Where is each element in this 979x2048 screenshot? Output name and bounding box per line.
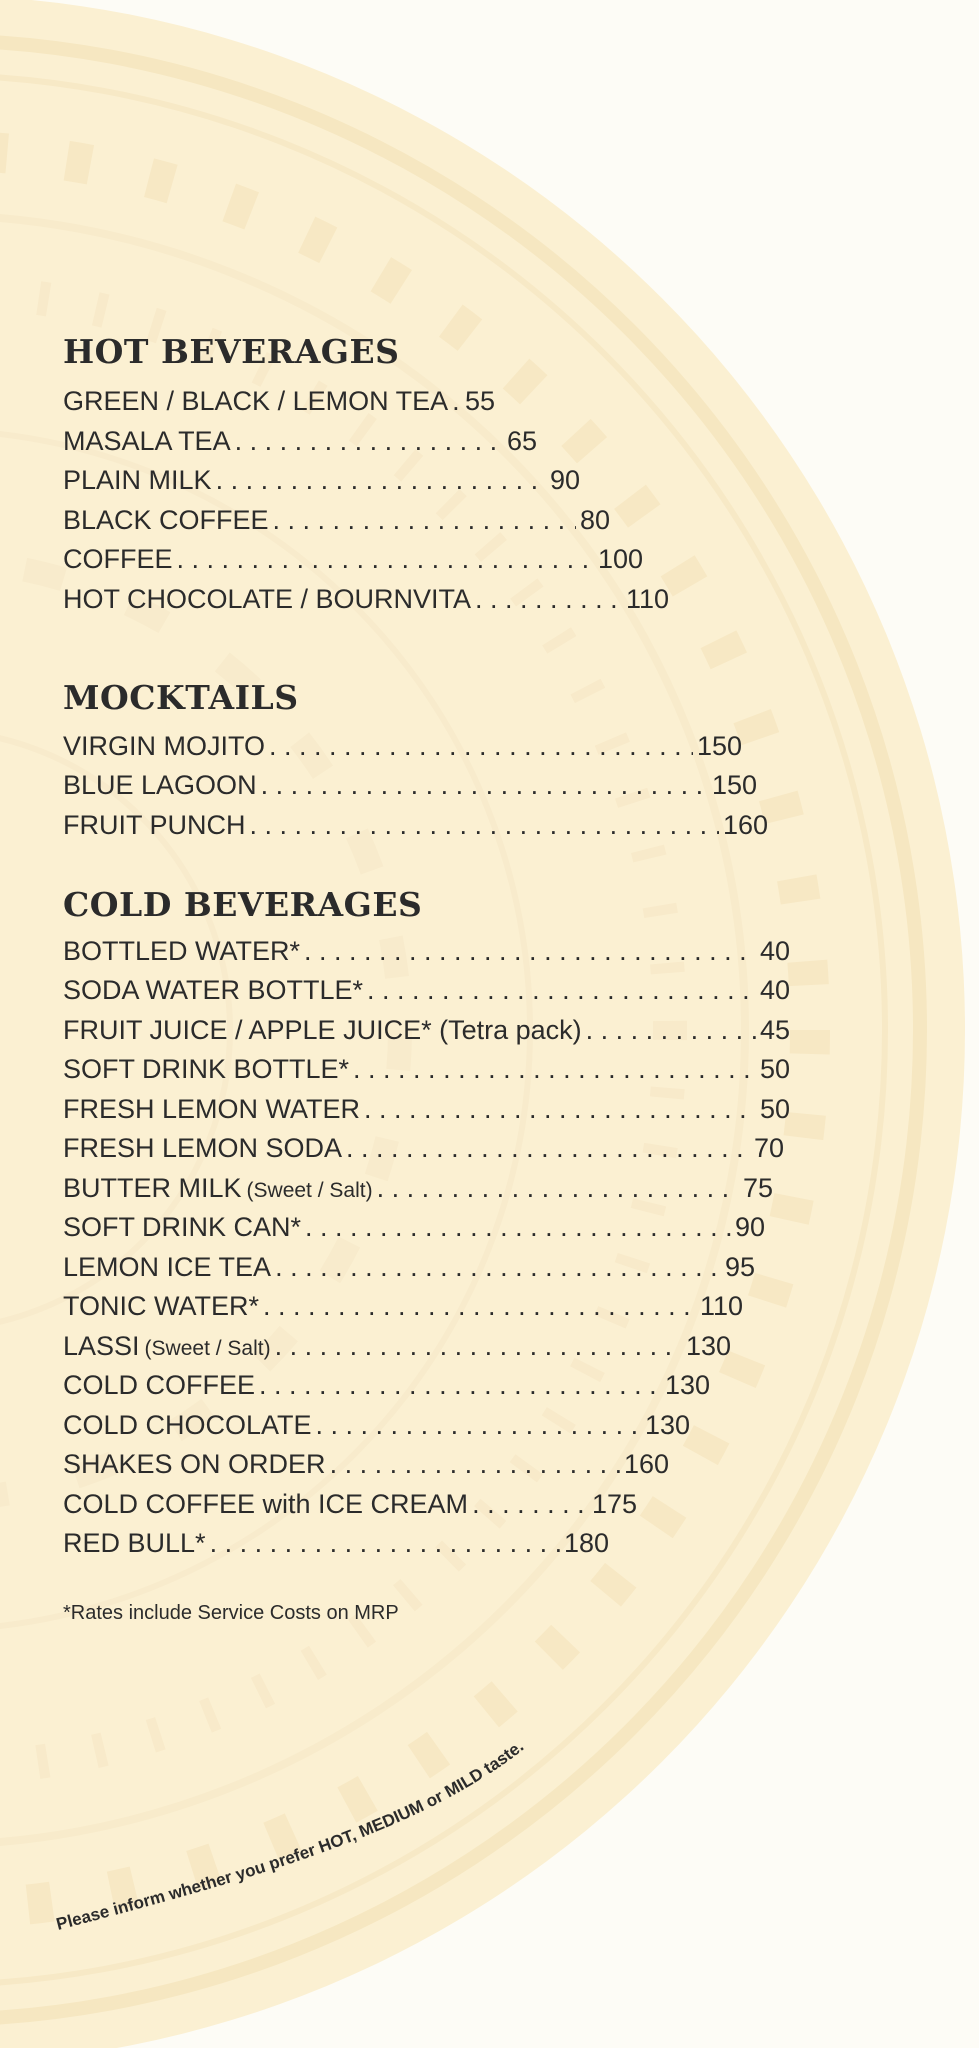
menu-item (63, 1171, 773, 1208)
menu-item (63, 1092, 790, 1126)
item-price: 95 (724, 1252, 755, 1282)
leader-dots (367, 973, 756, 1007)
menu-item (63, 934, 790, 968)
item-name: FRESH LEMON WATER (63, 1094, 361, 1124)
leader-dots (250, 808, 719, 842)
item-name: VIRGIN MOJITO (63, 731, 266, 761)
leader-dots (216, 463, 546, 497)
leader-dots (177, 542, 594, 576)
item-name: COLD CHOCOLATE (63, 1410, 312, 1440)
item-name: BLACK COFFEE (63, 505, 269, 535)
item-name: BUTTER MILK (63, 1173, 242, 1203)
leader-dots (235, 424, 503, 458)
item-name: RED BULL* (63, 1528, 206, 1558)
leader-dots (472, 1487, 588, 1521)
menu-item (63, 768, 757, 802)
item-price: 80 (579, 505, 610, 535)
item-price: 70 (753, 1133, 784, 1163)
menu-item (63, 1329, 731, 1366)
item-name: MASALA TEA (63, 426, 231, 456)
menu-item (63, 463, 580, 497)
leader-dots (316, 1408, 641, 1442)
item-name: PLAIN MILK (63, 465, 212, 495)
item-name: FRUIT PUNCH (63, 810, 246, 840)
leader-dots (210, 1526, 560, 1560)
item-price: 110 (699, 1291, 743, 1321)
item-name: SOFT DRINK BOTTLE* (63, 1054, 350, 1084)
menu-item (63, 1131, 784, 1165)
menu-item (63, 1052, 790, 1086)
leader-dots (346, 1131, 750, 1165)
item-name: SHAKES ON ORDER (63, 1449, 326, 1479)
curved-note-path: Please inform whether you prefer HOT, MEDIUM or MILD taste. (54, 1736, 528, 1934)
leader-dots (269, 729, 693, 763)
item-price: 50 (759, 1054, 790, 1084)
leader-dots (364, 1092, 756, 1126)
item-price: 130 (664, 1370, 710, 1400)
menu-item (63, 384, 495, 418)
item-name: TONIC WATER* (63, 1291, 260, 1321)
item-price: 65 (506, 426, 537, 456)
leader-dots (475, 582, 622, 616)
leader-dots (259, 1368, 661, 1402)
item-name: BLUE LAGOON (63, 770, 257, 800)
section-title-hot-beverages: HOT BEVERAGES (63, 332, 400, 371)
item-name: FRUIT JUICE / APPLE JUICE* (Tetra pack) (63, 1015, 582, 1045)
leader-dots (305, 1210, 731, 1244)
leader-dots (275, 1250, 721, 1284)
menu-item (63, 582, 669, 616)
item-name: BOTTLED WATER* (63, 936, 301, 966)
leader-dots (273, 503, 576, 537)
menu-item (63, 1368, 710, 1402)
item-name: LEMON ICE TEA (63, 1252, 272, 1282)
section-title-mocktails: MOCKTAILS (63, 678, 299, 717)
menu-item (63, 1289, 743, 1323)
leader-dots (304, 934, 756, 968)
item-name: HOT CHOCOLATE / BOURNVITA (63, 584, 472, 614)
item-price: 75 (742, 1173, 773, 1203)
item-name: COLD COFFEE (63, 1370, 256, 1400)
item-price: 55 (464, 386, 495, 416)
leader-dots (275, 1329, 682, 1363)
item-price: 130 (685, 1331, 731, 1361)
menu-item (63, 542, 643, 576)
item-price: 50 (759, 1094, 790, 1124)
item-price: 110 (625, 584, 669, 614)
menu-item (63, 1526, 609, 1560)
menu-item (63, 729, 742, 763)
menu-item (63, 424, 537, 458)
menu-item (63, 808, 768, 842)
leader-dots (353, 1052, 756, 1086)
leader-dots (263, 1289, 696, 1323)
item-name: SODA WATER BOTTLE* (63, 975, 364, 1005)
menu-item (63, 1210, 765, 1244)
item-price: 160 (623, 1449, 669, 1479)
leader-dots (261, 768, 708, 802)
item-name: SOFT DRINK CAN* (63, 1212, 302, 1242)
footnote: *Rates include Service Costs on MRP (63, 1602, 399, 1624)
item-price: 40 (759, 975, 790, 1005)
leader-dots (377, 1171, 739, 1205)
leader-dots (452, 384, 461, 418)
item-price: 100 (597, 544, 643, 574)
item-price: 90 (549, 465, 580, 495)
leader-dots (330, 1447, 620, 1481)
item-price: 175 (591, 1489, 637, 1519)
item-note: (Sweet / Salt) (246, 1179, 373, 1202)
menu-item (63, 1487, 637, 1521)
item-note: (Sweet / Salt) (144, 1337, 271, 1360)
item-name: COFFEE (63, 544, 173, 574)
item-price: 150 (696, 731, 742, 761)
item-price: 45 (759, 1015, 790, 1045)
item-name: FRESH LEMON SODA (63, 1133, 343, 1163)
leader-dots (586, 1013, 756, 1047)
item-price: 90 (734, 1212, 765, 1242)
menu-item (63, 973, 790, 1007)
item-name: LASSI (63, 1331, 140, 1361)
item-price: 130 (644, 1410, 690, 1440)
item-name: GREEN / BLACK / LEMON TEA (63, 386, 449, 416)
item-price: 180 (563, 1528, 609, 1558)
menu-item (63, 1447, 669, 1481)
section-title-cold-beverages: COLD BEVERAGES (63, 885, 423, 924)
menu-item (63, 1013, 790, 1047)
item-price: 40 (759, 936, 790, 966)
item-price: 160 (722, 810, 768, 840)
item-name: COLD COFFEE with ICE CREAM (63, 1489, 469, 1519)
menu-item (63, 1408, 690, 1442)
menu-item (63, 1250, 755, 1284)
item-price: 150 (711, 770, 757, 800)
menu-item (63, 503, 610, 537)
